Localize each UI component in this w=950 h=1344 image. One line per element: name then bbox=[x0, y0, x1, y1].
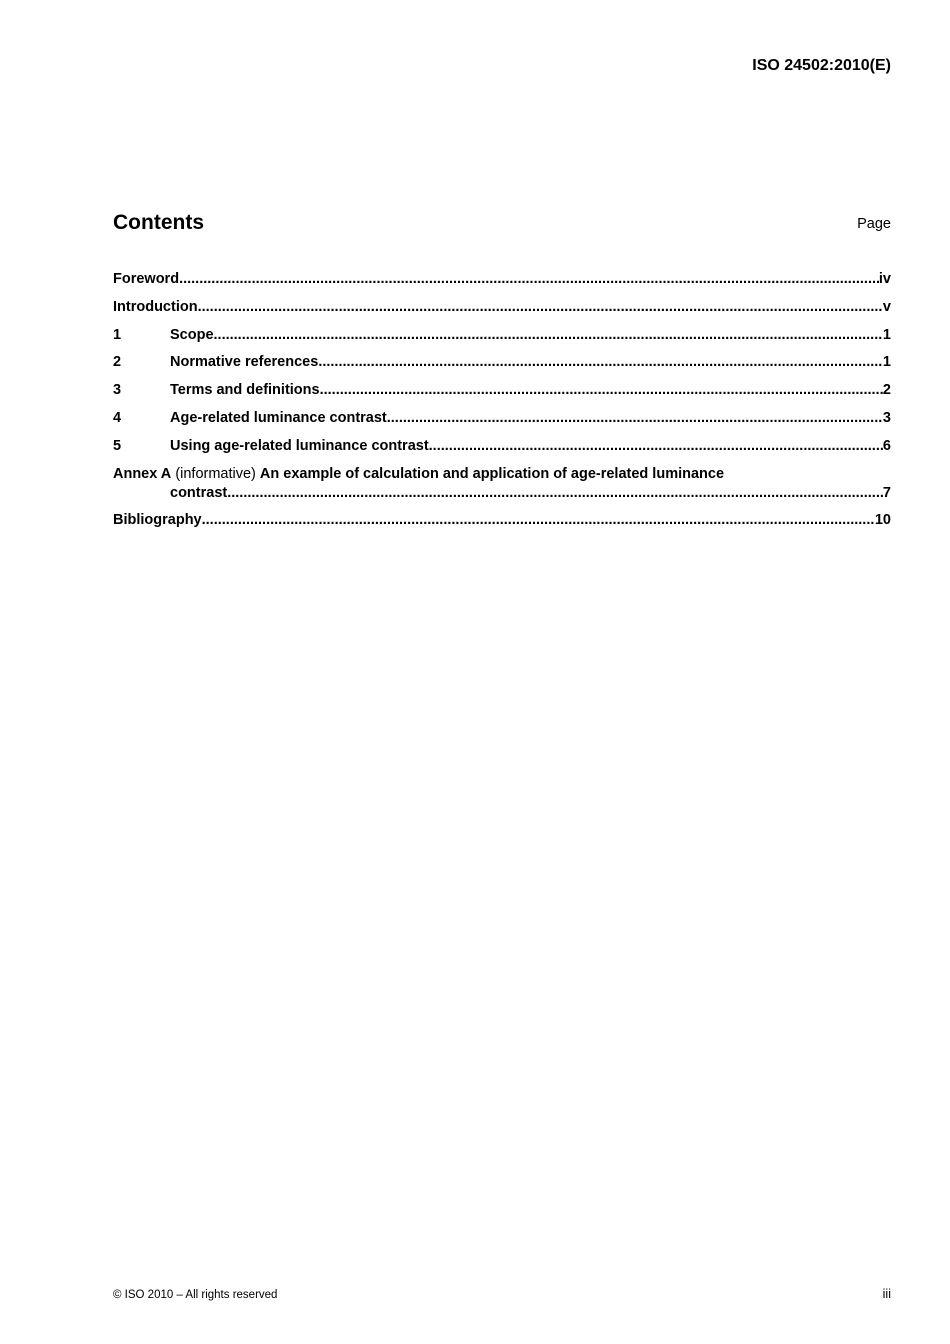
toc-entry-number: 1 bbox=[113, 327, 122, 343]
toc-leader-dots bbox=[214, 326, 883, 344]
page-column-label: Page bbox=[857, 216, 891, 232]
toc-entry-annex-a-heading[interactable] bbox=[113, 465, 891, 483]
toc-entry-using-age-related-luminance-contrast[interactable] bbox=[113, 437, 891, 455]
toc-entry-title: Using age-related luminance contrast bbox=[170, 438, 429, 454]
toc-entry-title: Foreword bbox=[113, 271, 180, 287]
toc-entry-page: iv bbox=[878, 271, 891, 287]
annex-label: Annex A bbox=[113, 466, 172, 482]
toc-entry-bibliography[interactable] bbox=[113, 511, 891, 529]
toc-entry-page: 2 bbox=[882, 382, 891, 398]
toc-entry-page: 1 bbox=[882, 327, 891, 343]
toc-leader-dots bbox=[179, 270, 879, 288]
toc-entry-page: 7 bbox=[882, 485, 891, 501]
toc-entry-title: Scope bbox=[170, 327, 214, 343]
toc-entry-annex-a[interactable] bbox=[113, 484, 891, 502]
toc-leader-dots bbox=[198, 298, 883, 316]
toc-entry-title: Bibliography bbox=[113, 512, 202, 528]
toc-entry-scope[interactable] bbox=[113, 326, 891, 344]
toc-entry-age-related-luminance-contrast[interactable] bbox=[113, 409, 891, 427]
toc-leader-dots bbox=[318, 353, 883, 371]
toc-entry-page: 10 bbox=[874, 512, 891, 528]
toc-entry-number: 2 bbox=[113, 354, 122, 370]
toc-entry-title: Age-related luminance contrast bbox=[170, 410, 387, 426]
toc-leader-dots bbox=[227, 484, 883, 502]
toc-entry-terms-and-definitions[interactable] bbox=[113, 381, 891, 399]
toc-entry-number: 3 bbox=[113, 382, 122, 398]
toc-entry-page: v bbox=[882, 299, 891, 315]
contents-heading: Contents bbox=[113, 211, 204, 234]
toc-entry-page: 6 bbox=[882, 438, 891, 454]
toc-entry-number: 5 bbox=[113, 438, 122, 454]
toc-entry-page: 1 bbox=[882, 354, 891, 370]
annex-title-line2: contrast bbox=[170, 485, 228, 501]
annex-informative-tag: (informative) bbox=[175, 466, 256, 482]
toc-leader-dots bbox=[429, 437, 883, 455]
toc-entry-normative-references[interactable] bbox=[113, 353, 891, 371]
toc-leader-dots bbox=[202, 511, 875, 529]
document-id: ISO 24502:2010(E) bbox=[752, 57, 891, 74]
toc-entry-title: Normative references bbox=[170, 354, 319, 370]
toc-entry-foreword[interactable] bbox=[113, 270, 891, 288]
copyright-notice: © ISO 2010 – All rights reserved bbox=[113, 1289, 278, 1301]
page-number: iii bbox=[882, 1287, 891, 1301]
toc-entry-title: Introduction bbox=[113, 299, 198, 315]
toc-entry-number: 4 bbox=[113, 410, 122, 426]
toc-entry-title: Terms and definitions bbox=[170, 382, 320, 398]
toc-leader-dots bbox=[320, 381, 883, 399]
toc-leader-dots bbox=[387, 409, 883, 427]
annex-title-line1: An example of calculation and application of age-related luminance bbox=[259, 466, 725, 482]
toc-entry-introduction[interactable] bbox=[113, 298, 891, 316]
toc-entry-page: 3 bbox=[882, 410, 891, 426]
